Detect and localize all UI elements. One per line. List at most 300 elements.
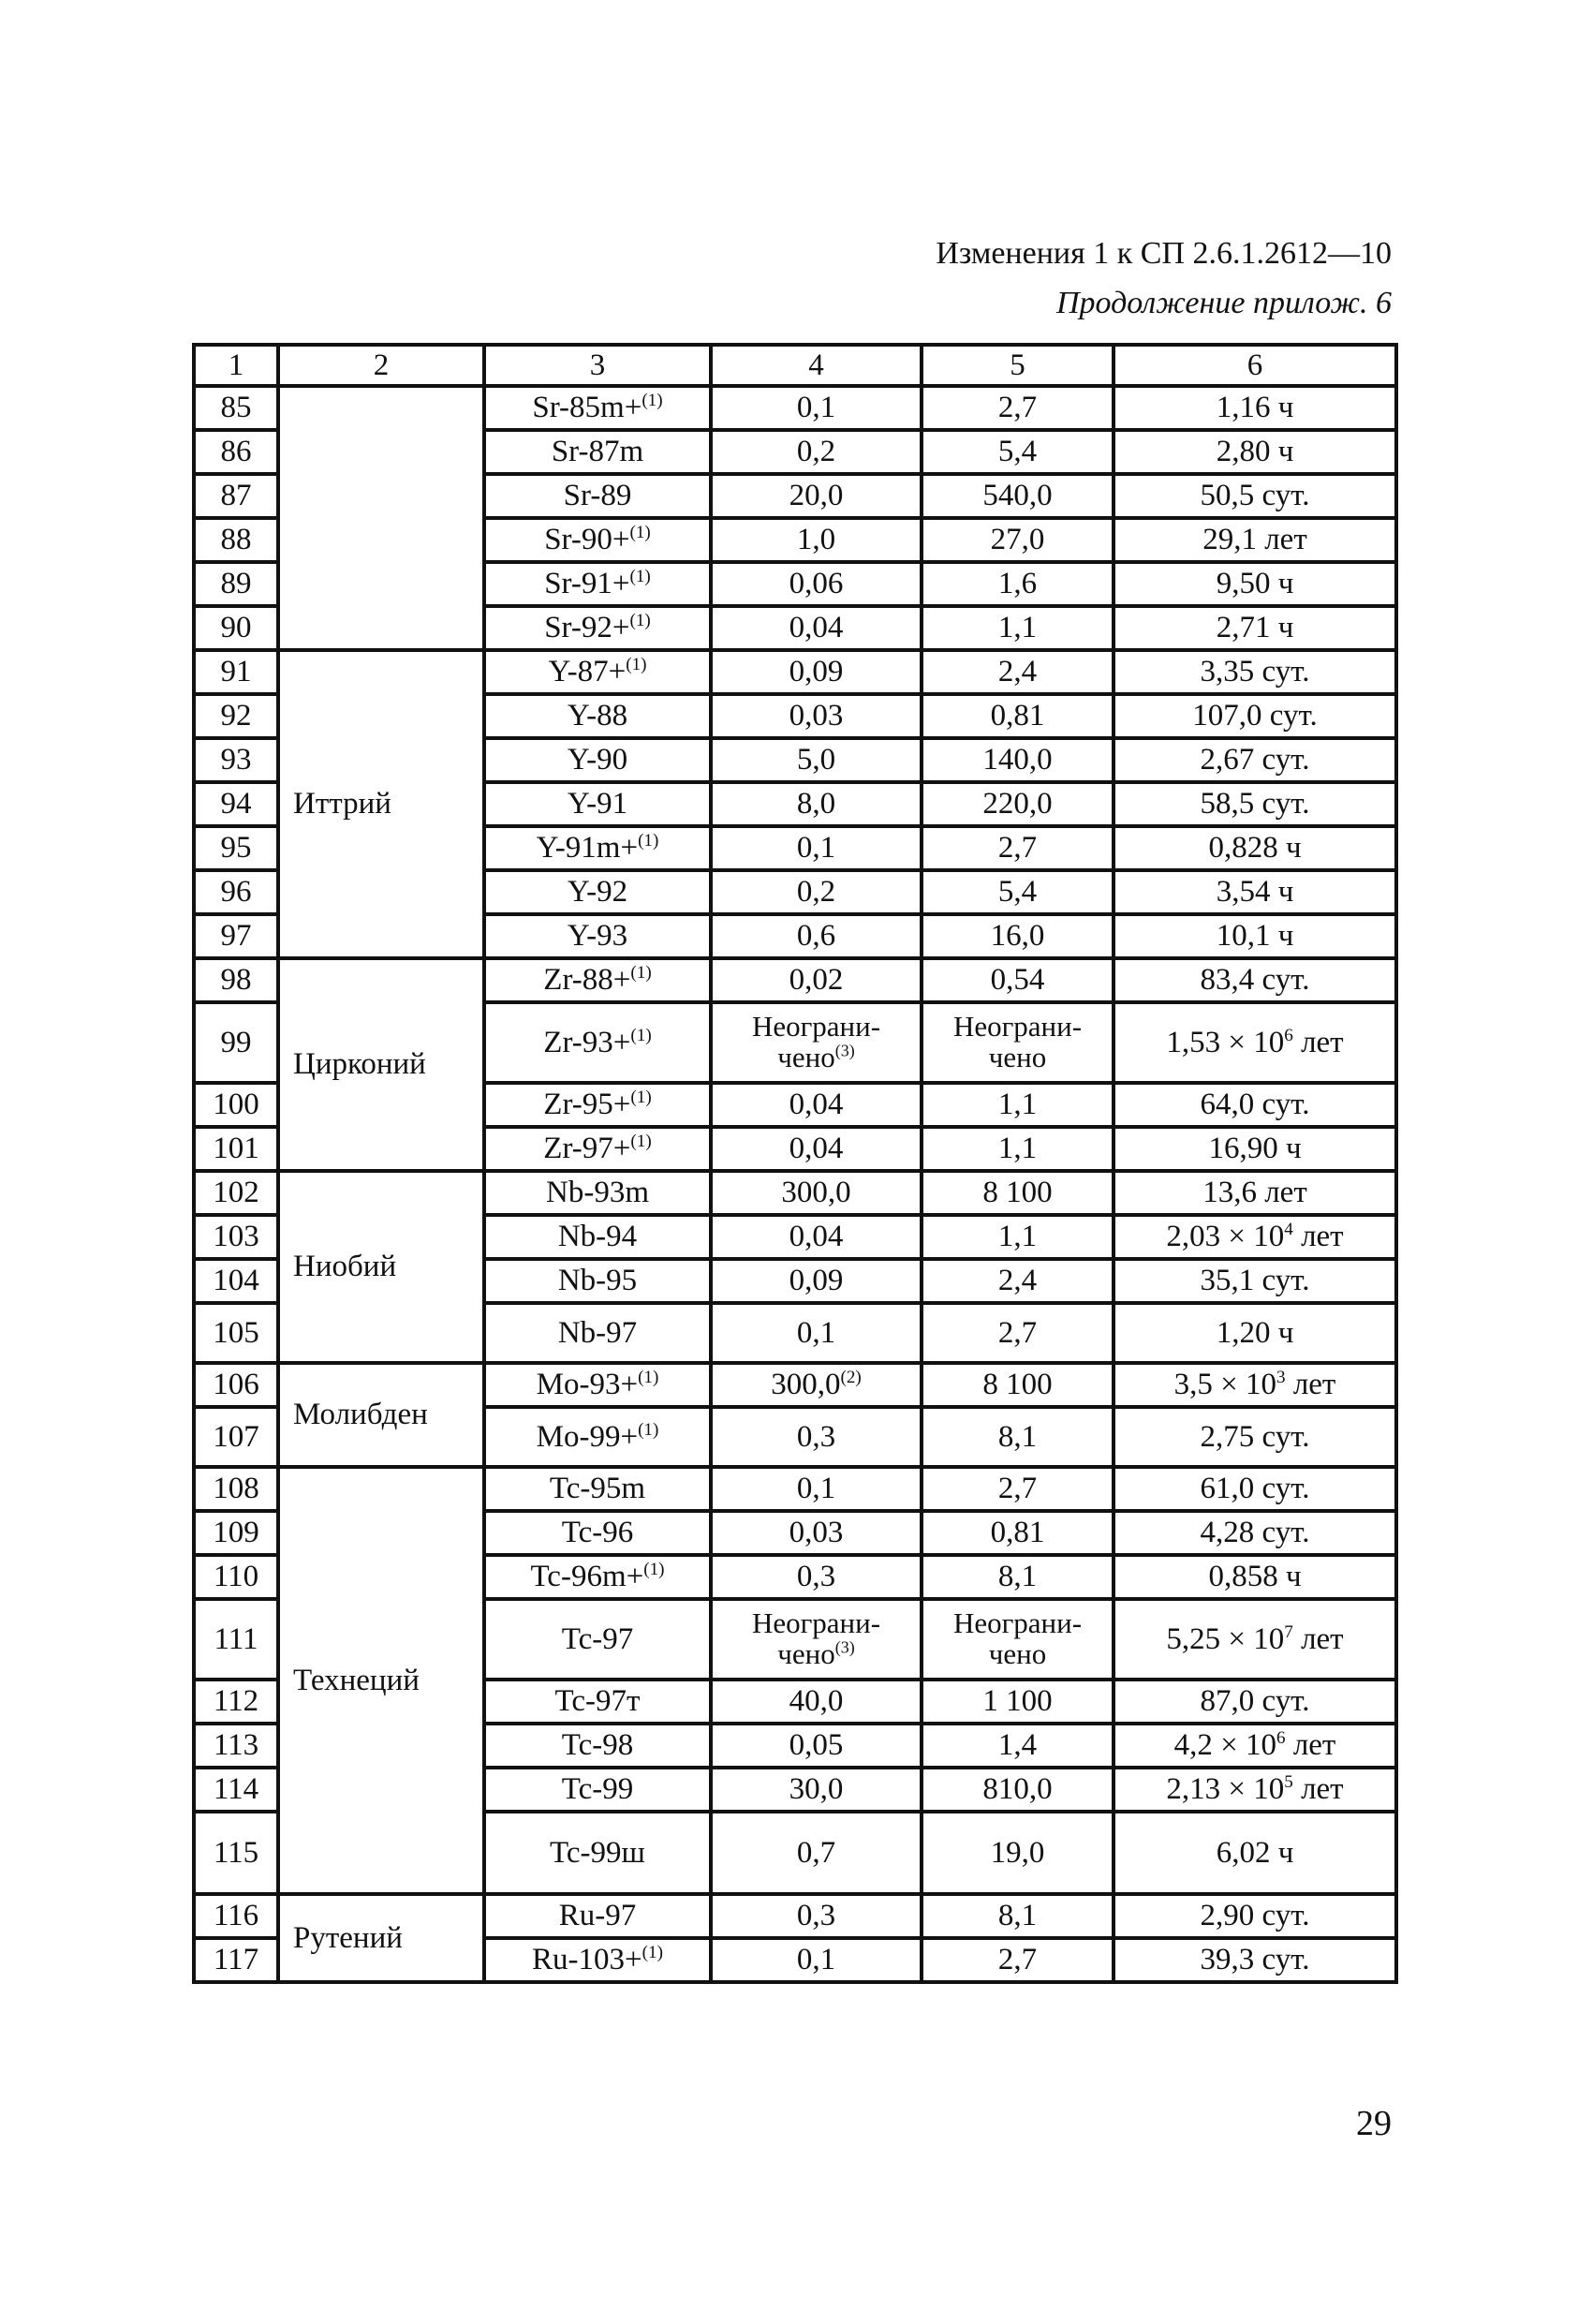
column-5-text: 8,1	[997, 1899, 1038, 1932]
column-5-value	[922, 1511, 1114, 1555]
half-life-value: 0,858 ч	[1208, 1560, 1302, 1593]
half-life-value: 3,35 сут.	[1200, 655, 1310, 688]
column-5-text: 5,4	[997, 435, 1038, 468]
table-body	[194, 345, 1396, 1982]
column-4-text: 20,0	[789, 479, 844, 512]
column-4-text: 0,1	[796, 1315, 836, 1350]
half-life-unit: лет	[1292, 1220, 1344, 1253]
column-4-value	[711, 1812, 922, 1894]
column-4-value	[711, 1724, 922, 1768]
column-4-text: 1,0	[796, 523, 836, 556]
half-life	[1114, 870, 1396, 914]
column-5-value	[922, 1555, 1114, 1599]
column-5-value	[922, 1215, 1114, 1259]
nuclide-name: Sr-90+	[544, 523, 630, 556]
half-life-value: 64,0 сут.	[1200, 1088, 1310, 1121]
half-life	[1114, 1127, 1396, 1171]
column-4-note: (2)	[840, 1368, 862, 1387]
column-4-value	[711, 1768, 922, 1812]
column-4-value	[711, 1259, 922, 1303]
column-5-text: Неограни-	[952, 1606, 1083, 1640]
column-4-text: 0,03	[789, 1516, 844, 1549]
column-5-text: 140,0	[982, 743, 1053, 777]
row-number: 98	[194, 958, 278, 1002]
nuclide-note: (1)	[629, 523, 651, 542]
column-5-text: Неограни-	[952, 1010, 1083, 1044]
half-life-value: 3,54 ч	[1216, 875, 1294, 909]
column-5-text: 1,1	[997, 611, 1038, 644]
nuclide	[484, 1467, 711, 1511]
half-life-value: 16,90 ч	[1208, 1132, 1302, 1165]
column-header: 5	[922, 345, 1114, 386]
half-life-value: 3,5 × 10	[1173, 1368, 1276, 1401]
column-4-value	[711, 1599, 922, 1680]
nuclide	[484, 1407, 711, 1467]
column-5-text: 2,4	[997, 655, 1038, 688]
column-4-text: 0,7	[796, 1835, 836, 1870]
column-4-note: (3)	[834, 1637, 855, 1657]
column-4-text: 0,06	[789, 567, 844, 600]
column-4-value	[711, 1303, 922, 1363]
nuclide-name: Sr-89	[563, 479, 632, 512]
row-number: 110	[194, 1555, 278, 1599]
half-life	[1114, 1363, 1396, 1407]
nuclide-name: Tc-98	[561, 1728, 634, 1762]
column-4-text: 40,0	[789, 1684, 844, 1718]
nuclide	[484, 958, 711, 1002]
row-number: 113	[194, 1724, 278, 1768]
column-5-value	[922, 386, 1114, 430]
row-number: 100	[194, 1083, 278, 1127]
half-life	[1114, 1467, 1396, 1511]
column-5-text: 2,7	[997, 1315, 1038, 1350]
nuclide	[484, 1938, 711, 1982]
nuclide-name: Mo-93+	[536, 1368, 639, 1401]
nuclide-note: (1)	[630, 1025, 652, 1045]
column-5-text: 1 100	[982, 1684, 1053, 1718]
column-5-value	[922, 1002, 1114, 1083]
nuclide-note: (1)	[630, 963, 652, 983]
nuclide	[484, 474, 711, 518]
column-4-text: 0,02	[789, 963, 844, 997]
row-number: 99	[194, 1002, 278, 1083]
half-life	[1114, 1680, 1396, 1724]
nuclide	[484, 1171, 711, 1215]
half-life-value: 61,0 сут.	[1200, 1472, 1310, 1505]
column-5-value	[922, 518, 1114, 562]
table-row	[194, 1171, 1396, 1215]
row-number: 117	[194, 1938, 278, 1982]
nuclide-name: Sr-85m+	[532, 391, 642, 424]
column-4-value	[711, 1407, 922, 1467]
column-5-text: 0,54	[990, 963, 1045, 997]
column-5-text: 8,1	[997, 1560, 1038, 1593]
column-4-value	[711, 386, 922, 430]
row-number: 116	[194, 1894, 278, 1938]
element-name	[278, 958, 484, 1171]
row-number: 96	[194, 870, 278, 914]
column-5-text: 1,1	[997, 1132, 1038, 1165]
half-life-value: 1,16 ч	[1216, 391, 1294, 424]
column-5-value	[922, 1083, 1114, 1127]
column-5-text: 2,7	[997, 831, 1038, 865]
half-life-exponent: 5	[1284, 1772, 1293, 1792]
half-life-value: 2,71 ч	[1216, 611, 1294, 644]
column-4-value	[711, 1555, 922, 1599]
half-life	[1114, 1407, 1396, 1467]
half-life	[1114, 782, 1396, 826]
half-life	[1114, 386, 1396, 430]
column-4-text: 0,03	[789, 699, 844, 733]
half-life	[1114, 826, 1396, 870]
nuclide-name: Tc-97т	[554, 1684, 641, 1718]
half-life-value: 2,90 сут.	[1200, 1899, 1310, 1932]
row-number: 103	[194, 1215, 278, 1259]
column-5-value	[922, 1303, 1114, 1363]
table-row	[194, 386, 1396, 430]
column-4-value	[711, 1894, 922, 1938]
page-number: 29	[1356, 2104, 1392, 2143]
nuclide	[484, 562, 711, 606]
nuclide	[484, 606, 711, 650]
column-4-text: Неограни-	[751, 1010, 881, 1044]
half-life-value: 2,13 × 10	[1166, 1772, 1285, 1806]
column-4-value	[711, 914, 922, 958]
column-5-value	[922, 430, 1114, 474]
element-name-text: Цирконий	[293, 1047, 426, 1081]
column-5-text-cont: чено	[988, 1041, 1047, 1073]
column-4-value	[711, 958, 922, 1002]
column-header: 1	[194, 345, 278, 386]
element-name-text: Иттрий	[293, 787, 391, 821]
half-life	[1114, 1599, 1396, 1680]
nuclide-note: (1)	[630, 1088, 652, 1107]
half-life-value: 35,1 сут.	[1200, 1264, 1310, 1297]
column-4-text: 0,1	[796, 831, 836, 865]
half-life	[1114, 694, 1396, 738]
half-life-value: 0,828 ч	[1208, 831, 1302, 865]
half-life	[1114, 1894, 1396, 1938]
nuclide	[484, 650, 711, 694]
nuclide	[484, 518, 711, 562]
half-life-value: 2,80 ч	[1216, 435, 1294, 468]
column-4-value	[711, 1083, 922, 1127]
nuclide-name: Nb-94	[557, 1220, 638, 1253]
half-life	[1114, 518, 1396, 562]
column-4-value	[711, 606, 922, 650]
column-4-text: 0,04	[789, 611, 844, 644]
row-number: 90	[194, 606, 278, 650]
row-number: 92	[194, 694, 278, 738]
half-life-value: 5,25 × 10	[1166, 1621, 1285, 1656]
column-5-text: 540,0	[982, 479, 1053, 512]
column-4-text: 0,6	[796, 919, 836, 953]
row-number: 95	[194, 826, 278, 870]
nuclide-name: Tc-99	[561, 1772, 634, 1806]
column-4-text-cont: чено	[777, 1041, 835, 1073]
column-4-text: 8,0	[796, 787, 836, 821]
column-header: 2	[278, 345, 484, 386]
column-5-value	[922, 1938, 1114, 1982]
nuclide	[484, 1724, 711, 1768]
column-5-text: 16,0	[990, 919, 1045, 953]
column-4-text: 0,05	[789, 1728, 844, 1762]
element-name	[278, 1171, 484, 1363]
column-4-value	[711, 1938, 922, 1982]
column-5-value	[922, 782, 1114, 826]
nuclide-name: Sr-87m	[551, 435, 644, 468]
element-name	[278, 1894, 484, 1982]
half-life-exponent: 4	[1284, 1220, 1293, 1239]
column-5-value	[922, 870, 1114, 914]
appendix-continuation: Продолжение прилож. 6	[1055, 286, 1392, 320]
column-5-text: 1,4	[997, 1728, 1038, 1762]
column-5-text: 5,4	[997, 875, 1038, 909]
half-life-value: 58,5 сут.	[1200, 787, 1310, 821]
nuclide-name: Sr-91+	[544, 567, 630, 600]
half-life-exponent: 7	[1284, 1621, 1293, 1642]
table-header-row	[194, 345, 1396, 386]
half-life-value: 1,20 ч	[1216, 1315, 1294, 1350]
nuclide-note: (1)	[643, 1560, 665, 1579]
row-number: 115	[194, 1812, 278, 1894]
column-5-text: 8 100	[982, 1176, 1053, 1209]
half-life-value: 9,50 ч	[1216, 567, 1294, 600]
column-4-value	[711, 518, 922, 562]
column-5-text: 2,7	[997, 391, 1038, 424]
row-number: 87	[194, 474, 278, 518]
nuclide-name: Y-92	[567, 875, 628, 909]
nuclide-name: Y-93	[567, 919, 628, 953]
column-4-text: 0,1	[796, 1472, 836, 1505]
column-4-text: 0,2	[796, 875, 836, 909]
nuclide-name: Y-90	[567, 743, 628, 777]
column-4-text: 0,09	[789, 655, 844, 688]
nuclide-note: (1)	[642, 391, 663, 410]
half-life	[1114, 650, 1396, 694]
nuclide-name: Y-88	[567, 699, 628, 733]
column-4-text: 0,3	[796, 1419, 836, 1454]
column-4-value	[711, 474, 922, 518]
column-4-value	[711, 782, 922, 826]
nuclide-name: Y-91m+	[536, 831, 639, 865]
column-5-value	[922, 1407, 1114, 1467]
nuclide	[484, 1768, 711, 1812]
nuclide	[484, 826, 711, 870]
row-number: 108	[194, 1467, 278, 1511]
half-life-unit: лет	[1285, 1368, 1336, 1401]
column-5-value	[922, 1894, 1114, 1938]
half-life-unit: лет	[1285, 1728, 1336, 1762]
column-5-value	[922, 1467, 1114, 1511]
half-life-unit: лет	[1292, 1025, 1344, 1059]
element-name-text: Рутений	[293, 1920, 403, 1955]
element-name	[278, 1467, 484, 1894]
half-life	[1114, 1215, 1396, 1259]
column-5-value	[922, 1363, 1114, 1407]
table-row	[194, 1363, 1396, 1407]
half-life-value: 6,02 ч	[1216, 1835, 1294, 1870]
row-number: 111	[194, 1599, 278, 1680]
half-life	[1114, 430, 1396, 474]
column-5-text: 810,0	[982, 1772, 1053, 1806]
column-4-value	[711, 738, 922, 782]
nuclide-name: Tc-99ш	[550, 1835, 645, 1870]
column-4-text-cont: чено	[777, 1637, 835, 1670]
row-number: 89	[194, 562, 278, 606]
row-number: 91	[194, 650, 278, 694]
element-name-text: Технеций	[293, 1663, 420, 1697]
half-life	[1114, 1938, 1396, 1982]
column-4-value	[711, 562, 922, 606]
column-4-value	[711, 1467, 922, 1511]
half-life-value: 50,5 сут.	[1200, 479, 1310, 512]
table-row	[194, 1894, 1396, 1938]
table-row	[194, 1467, 1396, 1511]
column-5-text: 1,1	[997, 1088, 1038, 1121]
column-5-value	[922, 738, 1114, 782]
nuclide-name: Tc-96	[561, 1516, 634, 1549]
nuclide-note: (1)	[626, 655, 647, 674]
nuclide-name: Ru-97	[558, 1899, 637, 1932]
half-life-value: 2,67 сут.	[1200, 743, 1310, 777]
nuclide	[484, 1511, 711, 1555]
column-5-text: 0,81	[990, 1516, 1045, 1549]
half-life	[1114, 738, 1396, 782]
column-5-text: 19,0	[990, 1835, 1045, 1870]
column-header: 6	[1114, 345, 1396, 386]
column-5-value	[922, 606, 1114, 650]
nuclide	[484, 1083, 711, 1127]
column-5-text: 2,7	[997, 1943, 1038, 1976]
nuclide-name: Tc-97	[561, 1621, 634, 1656]
element-name	[278, 1363, 484, 1467]
half-life-value: 29,1 лет	[1202, 523, 1307, 556]
half-life-value: 4,28 сут.	[1200, 1516, 1310, 1549]
column-4-text: 0,04	[789, 1132, 844, 1165]
row-number: 105	[194, 1303, 278, 1363]
half-life-value: 4,2 × 10	[1173, 1728, 1276, 1762]
nuclide-name: Zr-95+	[543, 1088, 631, 1121]
column-4-value	[711, 430, 922, 474]
column-4-text: 0,1	[796, 1943, 836, 1976]
row-number: 86	[194, 430, 278, 474]
nuclide-note: (1)	[638, 1419, 659, 1440]
nuclide	[484, 1127, 711, 1171]
column-4-text: 0,3	[796, 1899, 836, 1932]
half-life-unit: лет	[1292, 1621, 1344, 1656]
column-4-value	[711, 870, 922, 914]
half-life	[1114, 474, 1396, 518]
half-life-value: 87,0 сут.	[1200, 1684, 1310, 1718]
nuclide-name: Y-91	[567, 787, 628, 821]
column-5-text: 8,1	[997, 1419, 1038, 1454]
column-4-text: Неограни-	[751, 1606, 881, 1640]
row-number: 112	[194, 1680, 278, 1724]
table-row	[194, 958, 1396, 1002]
column-5-text: 27,0	[990, 523, 1045, 556]
column-4-text: 0,1	[796, 391, 836, 424]
half-life-exponent: 6	[1284, 1025, 1293, 1045]
nuclide	[484, 870, 711, 914]
column-5-value	[922, 650, 1114, 694]
nuclide-name: Tc-95m	[549, 1472, 646, 1505]
column-4-text: 300,0	[771, 1368, 841, 1401]
nuclide	[484, 1363, 711, 1407]
nuclide-name: Nb-93m	[546, 1176, 649, 1209]
nuclide-name: Sr-92+	[544, 611, 630, 644]
column-5-text-cont: чено	[988, 1637, 1047, 1670]
nuclide	[484, 1215, 711, 1259]
column-4-value	[711, 1511, 922, 1555]
column-5-value	[922, 1259, 1114, 1303]
half-life-value: 2,75 сут.	[1200, 1419, 1310, 1454]
half-life-value: 39,3 сут.	[1200, 1943, 1310, 1976]
column-5-text: 2,4	[997, 1264, 1038, 1297]
column-4-value	[711, 826, 922, 870]
half-life	[1114, 1002, 1396, 1083]
column-5-value	[922, 1812, 1114, 1894]
column-4-value	[711, 1171, 922, 1215]
column-4-text: 0,04	[789, 1088, 844, 1121]
column-4-text: 5,0	[796, 743, 836, 777]
row-number: 101	[194, 1127, 278, 1171]
nuclide	[484, 430, 711, 474]
nuclide	[484, 1259, 711, 1303]
nuclide-note: (1)	[629, 611, 651, 630]
nuclide-note: (1)	[629, 567, 651, 586]
nuclide-name: Zr-88+	[543, 963, 631, 997]
half-life	[1114, 958, 1396, 1002]
row-number: 93	[194, 738, 278, 782]
half-life-unit: лет	[1292, 1772, 1344, 1806]
element-name	[278, 386, 484, 650]
nuclide-name: Nb-97	[557, 1315, 638, 1350]
nuclide	[484, 738, 711, 782]
column-4-note: (3)	[834, 1041, 855, 1060]
half-life	[1114, 1083, 1396, 1127]
row-number: 97	[194, 914, 278, 958]
nuclide	[484, 1812, 711, 1894]
column-5-value	[922, 1171, 1114, 1215]
column-header: 4	[711, 345, 922, 386]
column-4-value	[711, 1363, 922, 1407]
column-4-text: 30,0	[789, 1772, 844, 1806]
column-5-value	[922, 694, 1114, 738]
half-life-value: 83,4 сут.	[1200, 963, 1310, 997]
column-4-value	[711, 1127, 922, 1171]
row-number: 88	[194, 518, 278, 562]
half-life	[1114, 1303, 1396, 1363]
column-5-text: 8 100	[982, 1368, 1053, 1401]
half-life-value: 2,03 × 10	[1166, 1220, 1285, 1253]
half-life	[1114, 1511, 1396, 1555]
column-5-value	[922, 1724, 1114, 1768]
element-name-text: Ниобий	[293, 1250, 397, 1283]
half-life	[1114, 1259, 1396, 1303]
column-5-value	[922, 958, 1114, 1002]
nuclide-name: Zr-93+	[543, 1025, 631, 1059]
column-4-text: 0,3	[796, 1560, 836, 1593]
half-life	[1114, 914, 1396, 958]
column-5-text: 1,1	[997, 1220, 1038, 1253]
column-5-value	[922, 914, 1114, 958]
half-life-value: 10,1 ч	[1216, 919, 1294, 953]
half-life	[1114, 606, 1396, 650]
nuclide-note: (1)	[630, 1132, 652, 1151]
column-header: 3	[484, 345, 711, 386]
column-5-value	[922, 1680, 1114, 1724]
